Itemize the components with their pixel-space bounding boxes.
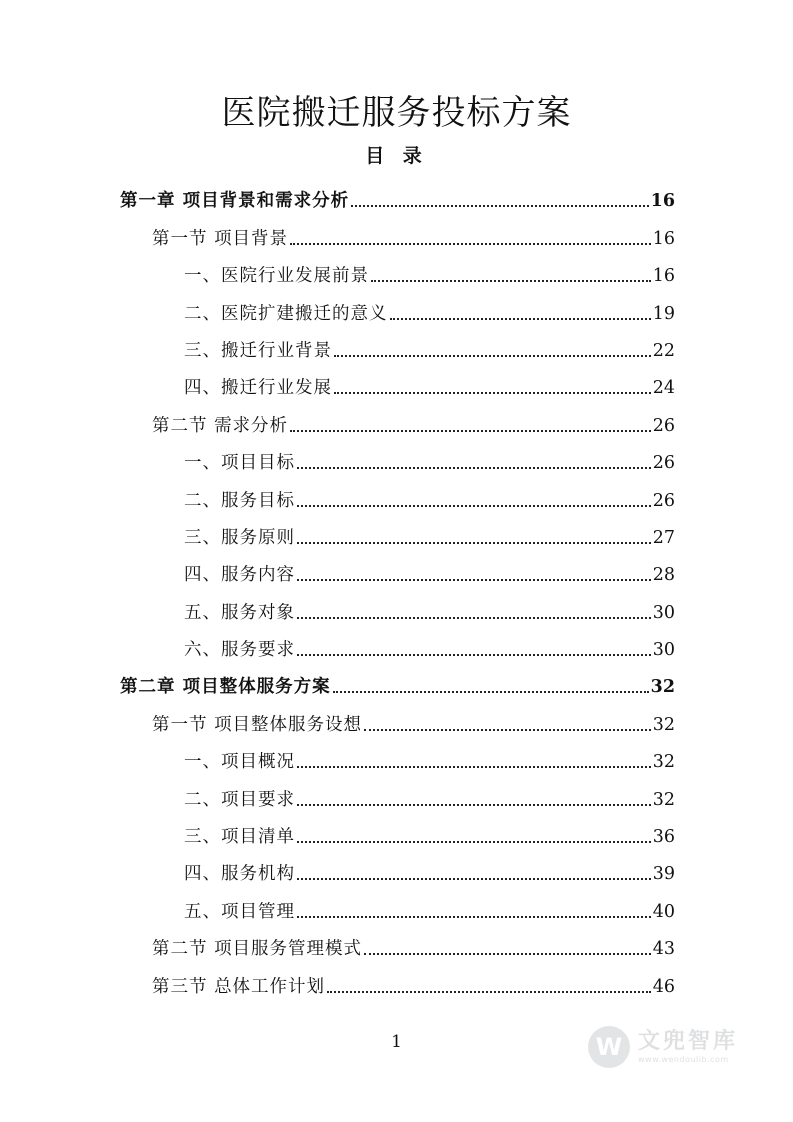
toc-entry-item[interactable] [120, 587, 675, 624]
toc-entry-page: 16 [652, 228, 675, 249]
toc-dot-leader [297, 878, 651, 880]
toc-entry-chapter[interactable] [120, 662, 675, 699]
toc-entry-label: 三、服务原则 [184, 527, 295, 548]
toc-entry-page: 30 [652, 602, 675, 623]
toc-entry-page: 32 [652, 714, 675, 735]
toc-dot-leader [297, 542, 651, 544]
toc-dot-leader [364, 953, 651, 955]
toc-entry-item[interactable] [120, 849, 675, 886]
toc-entry-item[interactable] [120, 737, 675, 774]
toc-dot-leader [351, 205, 649, 207]
toc-entry-item[interactable] [120, 774, 675, 811]
toc-dot-leader [297, 916, 651, 918]
toc-entry-label: 三、项目清单 [184, 827, 295, 848]
page-number: 1 [391, 1032, 402, 1052]
toc-entry-page: 27 [652, 527, 675, 548]
toc-entry-page: 36 [652, 827, 675, 848]
toc-entry-label: 一、项目目标 [184, 453, 295, 474]
toc-entry-section[interactable] [120, 400, 675, 437]
toc-entry-label: 第三节 总体工作计划 [152, 976, 326, 997]
toc-entry-page: 39 [652, 864, 675, 885]
toc-dot-leader [334, 355, 651, 357]
toc-entry-page: 19 [652, 303, 675, 324]
toc-entry-label: 四、搬迁行业发展 [184, 378, 332, 399]
toc-dot-leader [297, 467, 651, 469]
toc-dot-leader [297, 579, 651, 581]
toc-heading: 目 录 [365, 145, 428, 167]
toc-entry-label: 一、项目概况 [184, 752, 295, 773]
toc-entry-label: 五、服务对象 [184, 602, 295, 623]
watermark-url: www.wendoulib.com [638, 1055, 729, 1064]
toc-entry-label: 第一章 项目背景和需求分析 [120, 191, 350, 212]
toc-dot-leader [297, 766, 651, 768]
toc-entry-page: 26 [652, 415, 675, 436]
toc-entry-label: 一、医院行业发展前景 [184, 266, 369, 287]
toc-dot-leader [297, 505, 651, 507]
toc-entry-label: 第二节 需求分析 [152, 415, 289, 436]
toc-entry-page: 28 [652, 565, 675, 586]
toc-entry-page: 46 [652, 976, 675, 997]
toc-entry-section[interactable] [120, 699, 675, 736]
toc-entry-page: 32 [652, 789, 675, 810]
toc-entry-item[interactable] [120, 886, 675, 923]
toc-entry-item[interactable] [120, 625, 675, 662]
toc-dot-leader [297, 804, 651, 806]
toc-entry-label: 四、服务机构 [184, 864, 295, 885]
toc-entry-label: 三、搬迁行业背景 [184, 340, 332, 361]
toc-entry-item[interactable] [120, 326, 675, 363]
toc-entry-label: 五、项目管理 [184, 901, 295, 922]
toc-entry-chapter[interactable] [120, 176, 675, 213]
toc-entry-page: 26 [652, 490, 675, 511]
toc-entry-page: 30 [652, 640, 675, 661]
toc-dot-leader [390, 318, 651, 320]
toc-entry-item[interactable] [120, 475, 675, 512]
toc-dot-leader [290, 430, 651, 432]
toc-entry-item[interactable] [120, 251, 675, 288]
toc-entry-section[interactable] [120, 961, 675, 998]
toc-entry-page: 16 [652, 266, 675, 287]
toc-entry-section[interactable] [120, 924, 675, 961]
toc-dot-leader [297, 617, 651, 619]
toc-dot-leader [297, 654, 651, 656]
toc-dot-leader [334, 392, 651, 394]
toc-entry-label: 六、服务要求 [184, 640, 295, 661]
toc-dot-leader [371, 280, 651, 282]
toc-entry-page: 40 [652, 901, 675, 922]
toc-entry-label: 第二章 项目整体服务方案 [120, 677, 331, 698]
toc-entry-item[interactable] [120, 363, 675, 400]
toc-entry-item[interactable] [120, 513, 675, 550]
toc-entry-page: 22 [652, 340, 675, 361]
toc-entry-item[interactable] [120, 288, 675, 325]
toc-dot-leader [327, 991, 651, 993]
toc-entry-item[interactable] [120, 812, 675, 849]
toc-entry-label: 二、项目要求 [184, 789, 295, 810]
watermark-logo-icon: W [588, 1026, 630, 1068]
toc-entry-label: 第二节 项目服务管理模式 [152, 939, 363, 960]
toc-entry-page: 24 [652, 378, 675, 399]
toc-entry-label: 第一节 项目整体服务设想 [152, 714, 363, 735]
watermark-name: 文兜智库 [638, 1029, 739, 1054]
toc-entry-page: 26 [652, 453, 675, 474]
toc-entry-item[interactable] [120, 550, 675, 587]
table-of-contents [120, 176, 675, 999]
toc-dot-leader [290, 243, 651, 245]
watermark [588, 1020, 768, 1074]
toc-dot-leader [364, 729, 651, 731]
toc-entry-label: 四、服务内容 [184, 565, 295, 586]
toc-dot-leader [333, 691, 649, 693]
toc-dot-leader [297, 841, 651, 843]
toc-entry-item[interactable] [120, 438, 675, 475]
document-title: 医院搬迁服务投标方案 [221, 93, 572, 133]
toc-entry-page: 43 [652, 939, 675, 960]
toc-entry-label: 二、医院扩建搬迁的意义 [184, 303, 388, 324]
toc-entry-label: 二、服务目标 [184, 490, 295, 511]
toc-entry-label: 第一节 项目背景 [152, 228, 289, 249]
toc-entry-page: 32 [652, 752, 675, 773]
toc-entry-section[interactable] [120, 213, 675, 250]
toc-entry-page: 16 [650, 191, 675, 212]
toc-entry-page: 32 [650, 677, 675, 698]
